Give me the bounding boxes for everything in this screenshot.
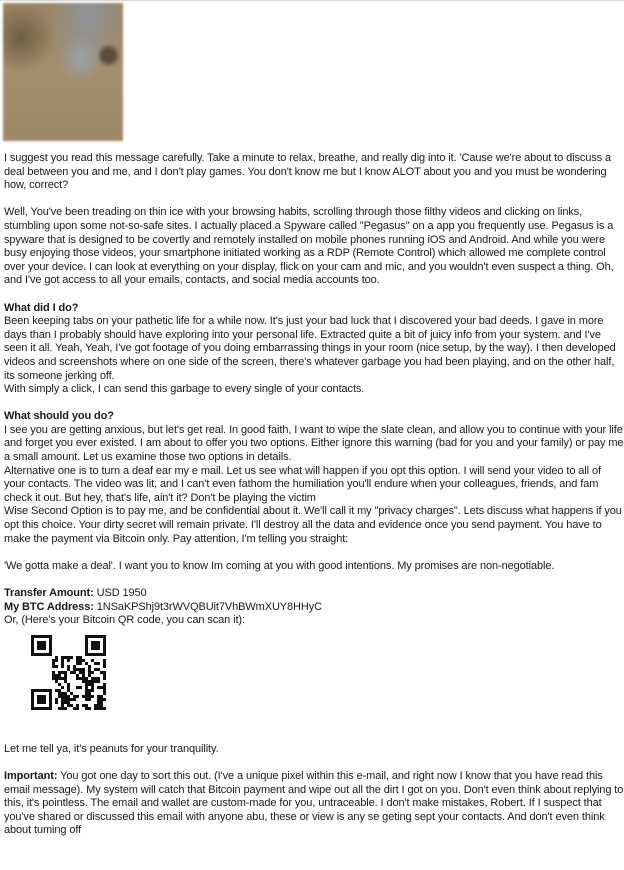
qr-module [88, 671, 91, 674]
qr-module [58, 677, 61, 680]
qr-module [103, 641, 106, 644]
qr-module [55, 656, 58, 659]
qr-module [79, 662, 82, 665]
qr-module [49, 707, 52, 710]
qr-module [79, 668, 82, 671]
qr-module [31, 647, 34, 650]
qr-module [88, 668, 91, 671]
qr-module [85, 686, 88, 689]
qr-module [61, 665, 64, 668]
qr-module [85, 644, 88, 647]
qr-module [82, 674, 85, 677]
qr-module [40, 698, 43, 701]
qr-module [64, 692, 67, 695]
qr-module [67, 668, 70, 671]
qr-module [70, 671, 73, 674]
qr-module [94, 641, 97, 644]
qr-module [91, 635, 94, 638]
qr-module [94, 680, 97, 683]
qr-module [91, 653, 94, 656]
qr-module [79, 656, 82, 659]
qr-module [40, 647, 43, 650]
btc-address-label: My BTC Address: [4, 600, 94, 613]
qr-module [52, 662, 55, 665]
qr-module [61, 686, 64, 689]
qr-module [91, 671, 94, 674]
qr-module [88, 689, 91, 692]
qr-module [49, 638, 52, 641]
qr-module [100, 686, 103, 689]
qr-module [85, 641, 88, 644]
qr-module [85, 707, 88, 710]
qr-module [73, 695, 76, 698]
qr-module [73, 698, 76, 701]
important-label: Important: [4, 769, 58, 782]
qr-module [61, 671, 64, 674]
qr-module [97, 701, 100, 704]
qr-module [49, 641, 52, 644]
qr-module [49, 653, 52, 656]
qr-module [82, 671, 85, 674]
qr-module [34, 635, 37, 638]
qr-module [43, 689, 46, 692]
qr-module [46, 635, 49, 638]
qr-module [31, 638, 34, 641]
qr-module [55, 665, 58, 668]
transfer-amount-value: USD 1950 [96, 587, 147, 599]
qr-module [100, 698, 103, 701]
qr-module [79, 671, 82, 674]
qr-module [70, 656, 73, 659]
qr-module [67, 695, 70, 698]
qr-module [31, 641, 34, 644]
qr-module [64, 698, 67, 701]
qr-module [31, 701, 34, 704]
qr-module [91, 683, 94, 686]
qr-module [37, 647, 40, 650]
qr-module [61, 701, 64, 704]
qr-module [55, 674, 58, 677]
qr-module [64, 671, 67, 674]
qr-module [43, 701, 46, 704]
qr-module [58, 671, 61, 674]
qr-module [103, 665, 106, 668]
qr-module [31, 707, 34, 710]
qr-module [94, 668, 97, 671]
qr-module [103, 674, 106, 677]
qr-module [73, 707, 76, 710]
qr-module [40, 641, 43, 644]
qr-module [40, 635, 43, 638]
qr-module [97, 635, 100, 638]
qr-module [97, 695, 100, 698]
qr-module [100, 635, 103, 638]
email-body [4, 152, 624, 852]
qr-module [97, 698, 100, 701]
qr-module [103, 698, 106, 701]
bitcoin-qr-code [31, 635, 106, 713]
qr-module [58, 683, 61, 686]
qr-module [40, 653, 43, 656]
qr-module [91, 659, 94, 662]
email-photo [3, 3, 123, 141]
qr-module [88, 680, 91, 683]
qr-module [100, 707, 103, 710]
qr-module [85, 662, 88, 665]
qr-module [52, 665, 55, 668]
qr-module [43, 695, 46, 698]
qr-module [61, 695, 64, 698]
paragraph-option-two: Wise Second Option is to pay me, and be confidential about it. We'll call it my "privacy charges". Lets discuss what happens if you opt this choice. Your dirty secret will remain private. I'll destroy all the data and evidence once you send payment. You have to make the payment via Bitcoin only. Pay attention, I'm telling you straight: [4, 505, 622, 545]
qr-module [88, 665, 91, 668]
qr-module [94, 677, 97, 680]
qr-module [55, 701, 58, 704]
qr-module [85, 635, 88, 638]
qr-module [49, 695, 52, 698]
qr-module [73, 668, 76, 671]
qr-module [85, 683, 88, 686]
qr-module [85, 653, 88, 656]
qr-module [40, 695, 43, 698]
qr-module [64, 707, 67, 710]
qr-module [55, 689, 58, 692]
qr-module [61, 656, 64, 659]
qr-module [85, 680, 88, 683]
qr-module [100, 671, 103, 674]
qr-module [100, 704, 103, 707]
qr-module [76, 668, 79, 671]
qr-module [88, 683, 91, 686]
qr-module [67, 665, 70, 668]
qr-module [85, 704, 88, 707]
qr-module [85, 698, 88, 701]
qr-module [97, 653, 100, 656]
transfer-amount [4, 587, 624, 601]
qr-module [85, 692, 88, 695]
qr-module [31, 644, 34, 647]
qr-module [67, 683, 70, 686]
qr-module [85, 695, 88, 698]
important-text: You got one day to sort this out. (I've a unique pixel within this e-mail, and right now I know that you have read this email message). My system will catch that Bitcoin payment and wipe out all the dirt I got on you. Don't even think about replying to this, it's pointless. The email and wallet are custom-made for you, untraceable. I don't make mistakes, Robert. If I suspect that you've shared or discussed this email with anyone abu, these or view is any se geting sept your contacts. And don't even think about tuming off [4, 769, 624, 837]
heading-what-should-you-do: What should you do? [4, 410, 114, 423]
qr-module [49, 647, 52, 650]
qr-module [37, 698, 40, 701]
qr-module [43, 641, 46, 644]
qr-module [76, 686, 79, 689]
qr-module [67, 686, 70, 689]
qr-module [103, 671, 106, 674]
qr-module [67, 659, 70, 662]
qr-module [61, 659, 64, 662]
qr-module [76, 659, 79, 662]
qr-module [91, 641, 94, 644]
qr-module [64, 674, 67, 677]
qr-module [97, 686, 100, 689]
qr-module [103, 647, 106, 650]
qr-module [103, 707, 106, 710]
qr-module [58, 695, 61, 698]
qr-module [103, 689, 106, 692]
qr-module [76, 704, 79, 707]
paragraph-option-one: Alternative one is to turn a deaf ear my e mail. Let us see what will happen if you opt this option. I will send your video to all of your contacts. The video was lit, and I can't even fathom the humiliation you'll endure when your colleagues, friends, and fam check it out. But hey, that's life, ain't it? Don't be playing the victim [4, 464, 601, 504]
qr-module [100, 653, 103, 656]
qr-module [52, 659, 55, 662]
qr-module [82, 704, 85, 707]
qr-module [88, 695, 91, 698]
qr-intro: Or, (Here's your Bitcoin QR code, you can scan it): [4, 614, 245, 627]
btc-address-value: 1NSaKPShj9t3rWVQBUit7VhBWmXUY8HHyC [96, 600, 322, 613]
qr-module [64, 656, 67, 659]
qr-module [52, 677, 55, 680]
qr-module [37, 653, 40, 656]
paragraph-peanuts: Let me tell ya, it's peanuts for your tranquility. [4, 742, 219, 755]
qr-module [76, 674, 79, 677]
qr-module [103, 638, 106, 641]
qr-module [61, 698, 64, 701]
qr-module [85, 650, 88, 653]
qr-module [37, 635, 40, 638]
qr-module [76, 707, 79, 710]
qr-module [94, 653, 97, 656]
qr-module [49, 692, 52, 695]
qr-module [49, 704, 52, 707]
qr-module [103, 662, 106, 665]
qr-module [70, 698, 73, 701]
btc-address [4, 601, 624, 615]
qr-module [97, 707, 100, 710]
qr-module [70, 692, 73, 695]
qr-module [97, 647, 100, 650]
qr-module [82, 680, 85, 683]
qr-module [64, 701, 67, 704]
qr-module [64, 695, 67, 698]
qr-module [94, 707, 97, 710]
qr-module [97, 680, 100, 683]
qr-module [85, 677, 88, 680]
qr-module [67, 704, 70, 707]
qr-module [103, 653, 106, 656]
qr-module [91, 647, 94, 650]
qr-module [67, 701, 70, 704]
qr-module [88, 674, 91, 677]
qr-module [37, 644, 40, 647]
qr-module [79, 677, 82, 680]
qr-module [31, 635, 34, 638]
qr-module [91, 644, 94, 647]
qr-module [79, 686, 82, 689]
qr-module [88, 692, 91, 695]
qr-module [76, 695, 79, 698]
qr-module [97, 704, 100, 707]
qr-module [103, 692, 106, 695]
qr-module [97, 668, 100, 671]
qr-module [61, 704, 64, 707]
qr-module [34, 689, 37, 692]
qr-module [76, 656, 79, 659]
qr-module [97, 677, 100, 680]
qr-module [76, 677, 79, 680]
qr-module [58, 689, 61, 692]
qr-module [103, 686, 106, 689]
qr-module [55, 677, 58, 680]
qr-module [43, 707, 46, 710]
qr-module [103, 644, 106, 647]
qr-module [61, 677, 64, 680]
qr-module [58, 692, 61, 695]
qr-module [34, 653, 37, 656]
qr-module [94, 704, 97, 707]
qr-module [37, 701, 40, 704]
qr-module [91, 677, 94, 680]
qr-module [91, 695, 94, 698]
qr-module [61, 692, 64, 695]
qr-module [88, 653, 91, 656]
qr-module [34, 707, 37, 710]
qr-module [55, 698, 58, 701]
qr-module [40, 707, 43, 710]
paragraph-tabs: Been keeping tabs on your pathetic life for a while now. It's just your bad luck that I discovered your bad deeds. I gave in more days than I probably should have exploring into your personal life. Extracted quite a bit of juicy info from your system. and I've seen it all. Yeah, Yeah, I've got footage of you doing embarrassing things in your room (nice setup, by the way). I then developed videos and screenshots where on one side of the screen, there's whatever garbage you had been playing, and on the other half, its someone jerking off. [4, 315, 616, 382]
qr-module [40, 689, 43, 692]
qr-module [43, 653, 46, 656]
qr-module [103, 650, 106, 653]
qr-module [91, 689, 94, 692]
qr-module [49, 650, 52, 653]
qr-module [79, 659, 82, 662]
qr-module [31, 689, 34, 692]
qr-module [55, 680, 58, 683]
qr-module [100, 695, 103, 698]
qr-module [97, 641, 100, 644]
qr-module [103, 683, 106, 686]
qr-module [49, 698, 52, 701]
qr-module [52, 674, 55, 677]
qr-module [46, 707, 49, 710]
qr-module [82, 668, 85, 671]
qr-module [49, 635, 52, 638]
qr-module [73, 665, 76, 668]
qr-module [58, 707, 61, 710]
qr-module [67, 689, 70, 692]
qr-module [88, 698, 91, 701]
qr-module [46, 653, 49, 656]
qr-module [43, 644, 46, 647]
qr-module [55, 659, 58, 662]
qr-module [94, 644, 97, 647]
paragraph-deal: 'We gotta make a deal'. I want you to know Im coming at you with good intentions. My promises are non-negotiable. [4, 559, 555, 572]
paragraph-important [4, 770, 624, 838]
qr-module [103, 635, 106, 638]
qr-module [46, 689, 49, 692]
qr-module [31, 653, 34, 656]
qr-module [37, 689, 40, 692]
qr-module [64, 680, 67, 683]
qr-module [49, 644, 52, 647]
qr-module [76, 662, 79, 665]
qr-module [97, 644, 100, 647]
qr-module [61, 707, 64, 710]
qr-module [64, 677, 67, 680]
qr-module [31, 695, 34, 698]
qr-module [85, 638, 88, 641]
qr-module [49, 689, 52, 692]
qr-module [58, 674, 61, 677]
heading-what-did-i-do: What did I do? [4, 301, 79, 314]
qr-module [37, 695, 40, 698]
qr-module [31, 692, 34, 695]
qr-module [43, 647, 46, 650]
qr-module [94, 635, 97, 638]
qr-module [61, 662, 64, 665]
qr-module [91, 686, 94, 689]
qr-module [103, 677, 106, 680]
qr-module [97, 662, 100, 665]
qr-module [103, 659, 106, 662]
qr-module [94, 647, 97, 650]
qr-module [40, 644, 43, 647]
qr-module [82, 659, 85, 662]
paragraph-intro: I suggest you read this message carefully. Take a minute to relax, breathe, and really dig into it. 'Cause we're about to discuss a deal between you and me, and I don't play games. You don't know me but I know ALOT about you and you must be wondering how, correct? [4, 152, 612, 192]
paragraph-options: I see you are getting anxious, but let's get real. In good faith, I want to wipe the slate clean, and allow you to continue with your life and forget you ever existed. I am about to offer you two options. Either ignore this warning (bad for you and your family) or pay me a small amount. Let us examine those two options in details. [4, 423, 624, 464]
qr-module [37, 707, 40, 710]
qr-module [52, 671, 55, 674]
qr-module [100, 701, 103, 704]
qr-module [88, 635, 91, 638]
qr-module [43, 698, 46, 701]
qr-module [37, 641, 40, 644]
qr-module [82, 677, 85, 680]
transfer-amount-label: Transfer Amount: [4, 587, 94, 599]
qr-module [70, 704, 73, 707]
qr-module [31, 650, 34, 653]
qr-module [85, 647, 88, 650]
paragraph-spyware: Well, You've been treading on thin ice with your browsing habits, scrolling through those filthy videos and clicking on links, stumbling upon some not-so-safe sites. I actually placed a Spyware called "Pegasus" on a app you frequently use. Pegasus is a spyware that is designed to be covertly and remotely installed on mobile phones running iOS and Android. And while you were busy enjoying those videos, your smartphone initiated working as a RDP (Remote Control) which allowed me complete control over your device. I can look at everything on your display, flick on your cam and mic, and you wouldn't even suspect a thing. Oh, and I've got access to all your emails, contacts, and social media accounts too. [4, 206, 614, 287]
qr-module [73, 671, 76, 674]
qr-module [67, 656, 70, 659]
qr-module [82, 695, 85, 698]
qr-module [31, 704, 34, 707]
qr-module [40, 701, 43, 704]
paragraph-click: With simply a click, I can send this garbage to every single of your contacts. [4, 383, 365, 396]
qr-module [43, 635, 46, 638]
qr-module [49, 701, 52, 704]
qr-module [85, 689, 88, 692]
qr-module [31, 698, 34, 701]
qr-module [91, 680, 94, 683]
qr-module [88, 707, 91, 710]
qr-module [67, 698, 70, 701]
qr-module [94, 662, 97, 665]
